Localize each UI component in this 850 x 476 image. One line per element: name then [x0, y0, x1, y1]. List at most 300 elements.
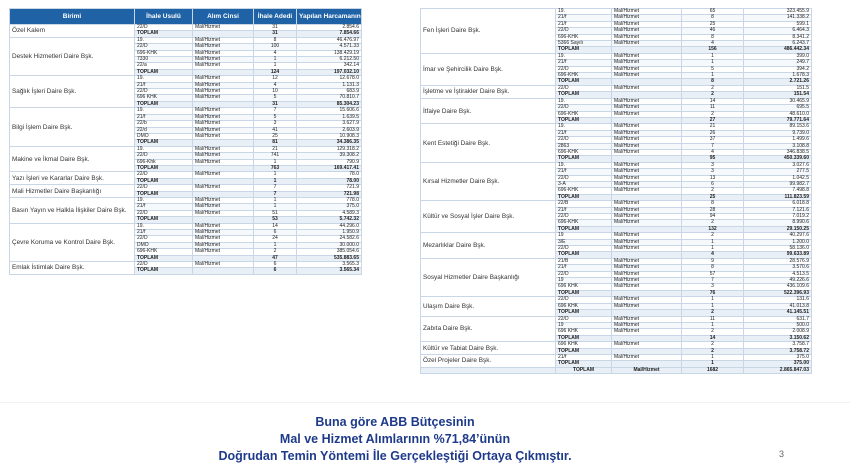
- table-cell: 19.: [135, 76, 193, 82]
- total-cell: 85.304.23: [297, 101, 362, 107]
- table-cell: 3.758.7: [744, 342, 812, 348]
- table-cell: 2: [682, 188, 744, 194]
- grand-total-cell: 1682: [682, 367, 744, 373]
- table-cell: 695.5: [744, 105, 812, 111]
- table-cell: 26: [682, 130, 744, 136]
- total-cell: TOPLAM: [135, 268, 193, 274]
- total-cell: 34.386.35: [297, 140, 362, 146]
- table-cell: Mal/Hizmet: [612, 66, 682, 72]
- table-cell: 100: [254, 44, 297, 50]
- table-cell: 19.: [556, 98, 612, 104]
- table-cell: 22/D: [135, 262, 193, 268]
- table-cell: Mal/Hizmet: [612, 175, 682, 181]
- table-cell: 1: [682, 297, 744, 303]
- unit-name-cell: Destek Hizmetleri Daire Bşk.: [10, 37, 135, 75]
- table-cell: 3.570.6: [744, 265, 812, 271]
- table-cell: 8: [682, 265, 744, 271]
- unit-name-cell: İmar ve Şehircilik Daire Bşk.: [421, 53, 556, 85]
- table-cell: 22/D: [556, 175, 612, 181]
- total-cell: TOPLAM: [135, 101, 193, 107]
- total-cell: 721.98: [297, 191, 362, 197]
- table-cell: 22/D: [556, 297, 612, 303]
- table-cell: 22/D: [556, 85, 612, 91]
- total-cell: TOPLAM: [556, 226, 612, 232]
- table-cell: 24: [254, 236, 297, 242]
- table-cell: 5: [682, 66, 744, 72]
- table-cell: 1: [254, 204, 297, 210]
- table-cell: Mal/Hizmet: [612, 329, 682, 335]
- table-cell: DMO: [135, 242, 193, 248]
- total-cell: 486.442.34: [744, 47, 812, 53]
- table-cell: 3.027.6: [744, 162, 812, 168]
- table-cell: 1: [254, 63, 297, 69]
- table-cell: 21/f: [135, 204, 193, 210]
- table-cell: 385.054.6: [297, 249, 362, 255]
- table-cell: Mal/Hizmet: [193, 44, 254, 50]
- unit-name-cell: Sağlık İşleri Daire Bşk.: [10, 76, 135, 108]
- table-cell: Mal/Hizmet: [612, 265, 682, 271]
- table-cell: 4.589.3: [297, 210, 362, 216]
- total-cell: TOPLAM: [556, 79, 612, 85]
- table-cell: Mal/Hizmet: [193, 57, 254, 63]
- table-cell: 2.008.9: [744, 329, 812, 335]
- table-cell: Mal/Hizmet: [193, 249, 254, 255]
- table-cell: Mal/Hizmet: [612, 297, 682, 303]
- table-cell: 4: [682, 149, 744, 155]
- table-cell: Mal/Hizmet: [193, 127, 254, 133]
- table-cell: 6.243.7: [744, 41, 812, 47]
- table-cell: Mal/Hizmet: [612, 34, 682, 40]
- total-cell: 450.339.60: [744, 156, 812, 162]
- table-cell: 8: [254, 37, 297, 43]
- table-cell: 5366 Sayılı: [556, 41, 612, 47]
- table-cell: 89.153.6: [744, 124, 812, 130]
- table-cell: 19.: [556, 162, 612, 168]
- total-cell: 763: [254, 165, 297, 171]
- table-cell: 48.610.0: [744, 111, 812, 117]
- table-cell: Mal/Hizmet: [612, 246, 682, 252]
- total-cell: TOPLAM: [135, 165, 193, 171]
- table-cell: 696-KHK: [556, 73, 612, 79]
- total-cell: 169.417.41: [297, 165, 362, 171]
- table-cell: 22/B: [556, 201, 612, 207]
- table-cell: Mal/Hizmet: [193, 172, 254, 178]
- table-cell: 790.9: [297, 159, 362, 165]
- table-cell: Mal/Hizmet: [612, 258, 682, 264]
- table-cell: 1: [682, 303, 744, 309]
- table-cell: 12: [254, 76, 297, 82]
- total-cell: TOPLAM: [135, 69, 193, 75]
- table-cell: 2: [682, 329, 744, 335]
- table-header-row: [10, 9, 362, 25]
- total-cell: 47: [254, 255, 297, 261]
- table-cell: 5: [254, 114, 297, 120]
- table-cell: Mal/Hizmet: [612, 15, 682, 21]
- table-cell: 22/d: [135, 127, 193, 133]
- table-cell: 8: [682, 201, 744, 207]
- table-cell: 28: [682, 207, 744, 213]
- table-cell: Mal/Hizmet: [612, 28, 682, 34]
- table-cell: 1: [682, 60, 744, 66]
- left-procurement-table: [9, 8, 374, 275]
- total-cell: 31: [254, 31, 297, 37]
- table-cell: 696-Khk: [135, 159, 193, 165]
- total-cell: TOPLAM: [556, 361, 612, 367]
- table-cell: 631.7: [744, 316, 812, 322]
- table-cell: Mal/Hizmet: [193, 95, 254, 101]
- unit-name-cell: Bilgi İşlem Daire Bşk.: [10, 108, 135, 146]
- table-cell: Mal/Hizmet: [612, 271, 682, 277]
- table-cell: 30.000.0: [297, 242, 362, 248]
- total-cell: 6: [254, 268, 297, 274]
- total-cell: TOPLAM: [556, 290, 612, 296]
- table-cell: 1.131.3: [297, 82, 362, 88]
- table-cell: 22/D: [135, 44, 193, 50]
- table-cell: 1: [254, 197, 297, 203]
- table-cell: 31: [254, 25, 297, 31]
- table-cell: 6.018.8: [744, 201, 812, 207]
- table-cell: 2: [682, 220, 744, 226]
- total-cell: TOPLAM: [135, 217, 193, 223]
- total-cell: 81: [254, 140, 297, 146]
- grand-total-spacer: [421, 367, 556, 373]
- total-cell: 14: [682, 335, 744, 341]
- table-cell: 375.0: [297, 204, 362, 210]
- header-ihale-adedi: İhale Adedi: [254, 9, 297, 25]
- table-cell: 99.982.7: [744, 181, 812, 187]
- table-cell: 436.109.6: [744, 284, 812, 290]
- total-cell: 151.54: [744, 92, 812, 98]
- total-cell: 535.883.65: [297, 255, 362, 261]
- total-cell: TOPLAM: [135, 255, 193, 261]
- table-cell: 741: [254, 153, 297, 159]
- table-cell: 22/D: [556, 28, 612, 34]
- table-cell: Mal/Hizmet: [612, 105, 682, 111]
- table-cell: 12.678.0: [297, 76, 362, 82]
- total-cell: 124: [254, 69, 297, 75]
- table-cell: 696 KHK: [556, 329, 612, 335]
- total-cell: 8: [682, 79, 744, 85]
- table-cell: 7: [254, 108, 297, 114]
- table-cell: Mal/Hizmet: [193, 25, 254, 31]
- unit-name-cell: Fen İşleri Daire Bşk.: [421, 9, 556, 54]
- total-cell: 7.854.66: [297, 31, 362, 37]
- total-cell: 7: [254, 191, 297, 197]
- table-cell: 1.499.6: [744, 137, 812, 143]
- table-cell: 3: [682, 169, 744, 175]
- table-cell: 14: [254, 223, 297, 229]
- table-cell: 1: [254, 57, 297, 63]
- table-cell: 1: [682, 239, 744, 245]
- table-cell: 599.1: [744, 21, 812, 27]
- table-cell: 19.: [556, 53, 612, 59]
- table-cell: 3.565.3: [297, 262, 362, 268]
- table-cell: 5: [254, 95, 297, 101]
- table-cell: 14: [682, 98, 744, 104]
- total-cell: 156: [682, 47, 744, 53]
- table-cell: 2: [682, 85, 744, 91]
- table-cell: 375.0: [744, 354, 812, 360]
- table-cell: 7.121.6: [744, 207, 812, 213]
- table-cell: 1: [254, 159, 297, 165]
- total-cell: TOPLAM: [556, 335, 612, 341]
- table-cell: Mal/Hizmet: [193, 223, 254, 229]
- total-cell: TOPLAM: [556, 252, 612, 258]
- unit-name-cell: İtfaiye Daire Bşk.: [421, 98, 556, 124]
- table-cell: Mal/Hizmet: [612, 73, 682, 79]
- table-cell: 11: [682, 316, 744, 322]
- table-cell: 8: [682, 15, 744, 21]
- total-cell: 2: [682, 92, 744, 98]
- table-cell: Mal/Hizmet: [612, 60, 682, 66]
- table-cell: 3/E: [556, 239, 612, 245]
- table-cell: Mal/Hizmet: [612, 124, 682, 130]
- table-cell: 696 KHK: [556, 303, 612, 309]
- table-cell: 1.678.3: [744, 73, 812, 79]
- table-cell: 2863: [556, 143, 612, 149]
- table-cell: 58.136.0: [744, 246, 812, 252]
- caption-line-2: Mal ve Hizmet Alımlarının %71,84’ünün: [279, 432, 511, 446]
- table-cell: Mal/Hizmet: [193, 133, 254, 139]
- total-cell: TOPLAM: [556, 156, 612, 162]
- table-cell: 30.465.9: [744, 98, 812, 104]
- table-cell: 6.464.3: [744, 28, 812, 34]
- total-cell: 99.633.89: [744, 252, 812, 258]
- right-table-panel: [420, 8, 811, 398]
- table-cell: Mal/Hizmet: [612, 233, 682, 239]
- table-cell: 696 KHK: [556, 342, 612, 348]
- table-cell: 3: [682, 284, 744, 290]
- table-cell: Mal/Hizmet: [612, 53, 682, 59]
- total-cell: 95: [682, 156, 744, 162]
- slide-caption: [200, 414, 590, 465]
- table-cell: Mal/Hizmet: [193, 210, 254, 216]
- table-cell: Mal/Hizmet: [193, 159, 254, 165]
- table-cell: DMO: [135, 133, 193, 139]
- table-cell: 3: [254, 121, 297, 127]
- total-cell: TOPLAM: [556, 92, 612, 98]
- table-cell: Mal/Hizmet: [612, 188, 682, 194]
- total-cell: 25: [682, 194, 744, 200]
- caption-line-1: Buna göre ABB Bütçesinin: [315, 415, 475, 429]
- table-cell: Mal/Hizmet: [612, 41, 682, 47]
- unit-name-cell: Zabıta Daire Bşk.: [421, 316, 556, 342]
- grand-total-cell: TOPLAM: [556, 367, 612, 373]
- table-cell: Mal/Hizmet: [193, 50, 254, 56]
- table-cell: Mal/Hizmet: [612, 214, 682, 220]
- table-cell: Mal/Hizmet: [612, 201, 682, 207]
- table-cell: 696-KHK: [135, 50, 193, 56]
- total-cell: 1: [254, 178, 297, 184]
- total-cell: 2: [682, 310, 744, 316]
- total-cell: 41.145.51: [744, 310, 812, 316]
- table-cell: 22/D: [135, 153, 193, 159]
- table-cell: 10.908.3: [297, 133, 362, 139]
- table-cell: 151.5: [744, 85, 812, 91]
- table-cell: Mal/Hizmet: [612, 316, 682, 322]
- table-cell: 22/D: [556, 214, 612, 220]
- unit-name-cell: Kent Estetiği Daire Bşk.: [421, 124, 556, 162]
- table-cell: Mal/Hizmet: [193, 114, 254, 120]
- table-cell: Mal/Hizmet: [193, 242, 254, 248]
- table-cell: 78.0: [297, 172, 362, 178]
- table-cell: 21/f: [556, 169, 612, 175]
- table-cell: 25: [682, 21, 744, 27]
- table-cell: 22/D: [556, 66, 612, 72]
- table-cell: 6: [682, 181, 744, 187]
- table-cell: Mal/Hizmet: [193, 108, 254, 114]
- table-cell: Mal/Hizmet: [612, 207, 682, 213]
- unit-name-cell: Özel Projeler Daire Bşk.: [421, 354, 556, 367]
- table-cell: 131.6: [744, 297, 812, 303]
- table-cell: 7: [682, 143, 744, 149]
- table-cell: 70.810.7: [297, 95, 362, 101]
- unit-name-cell: Basın Yayın ve Halkla İlişkiler Daire Bşk.: [10, 197, 135, 223]
- table-cell: Mal/Hizmet: [612, 303, 682, 309]
- table-cell: Mal/Hizmet: [193, 82, 254, 88]
- caption-line-3: Doğrudan Temin Yöntemi İle Gerçekleştiği Ortaya Çıkmıştır.: [218, 449, 572, 463]
- left-table-panel: [9, 8, 374, 398]
- unit-name-cell: Mali Hizmetler Daire Başkanlığı: [10, 185, 135, 198]
- total-cell: 197.032.10: [297, 69, 362, 75]
- table-cell: 2: [682, 342, 744, 348]
- right-procurement-table: [420, 8, 812, 374]
- table-cell: 2.854.6: [297, 25, 362, 31]
- table-cell: 6: [254, 230, 297, 236]
- table-cell: 44.296.0: [297, 223, 362, 229]
- table-cell: 22/D: [135, 185, 193, 191]
- table-cell: Mal/Hizmet: [612, 342, 682, 348]
- page-number: 3: [779, 449, 785, 459]
- total-cell: 4: [682, 252, 744, 258]
- table-cell: 21/f: [556, 354, 612, 360]
- unit-name-cell: İşletme ve İştirakler Daire Bşk.: [421, 85, 556, 98]
- table-cell: 7: [682, 278, 744, 284]
- table-cell: 22/D: [135, 25, 193, 31]
- unit-name-cell: Mezarlıklar Daire Bşk.: [421, 233, 556, 259]
- total-cell: 31: [254, 101, 297, 107]
- total-cell: 27: [682, 117, 744, 123]
- table-cell: 19.: [135, 223, 193, 229]
- table-cell: Mal/Hizmet: [612, 181, 682, 187]
- table-cell: 3.108.8: [744, 143, 812, 149]
- table-cell: 4: [254, 50, 297, 56]
- table-cell: 22/D: [135, 236, 193, 242]
- total-cell: TOPLAM: [556, 348, 612, 354]
- table-cell: Mal/Hizmet: [193, 153, 254, 159]
- table-cell: Mal/Hizmet: [193, 76, 254, 82]
- table-cell: 46.476.97: [297, 37, 362, 43]
- table-cell: 1.639.5: [297, 114, 362, 120]
- table-cell: 7: [254, 185, 297, 191]
- table-cell: 1.042.5: [744, 175, 812, 181]
- table-cell: Mal/Hizmet: [193, 262, 254, 268]
- table-cell: 2.603.9: [297, 127, 362, 133]
- table-cell: 46: [682, 28, 744, 34]
- total-cell: TOPLAM: [556, 310, 612, 316]
- table-cell: 3.627.9: [297, 121, 362, 127]
- table-cell: 94: [682, 214, 744, 220]
- header-birimi: Birimi: [10, 9, 135, 25]
- table-cell: 399.0: [744, 53, 812, 59]
- table-cell: 22/D: [556, 246, 612, 252]
- total-cell: 3.150.62: [744, 335, 812, 341]
- table-cell: 37: [682, 137, 744, 143]
- table-cell: 19.: [135, 146, 193, 152]
- table-cell: 21/f: [556, 207, 612, 213]
- table-cell: 9: [682, 258, 744, 264]
- table-cell: 1: [682, 354, 744, 360]
- unit-name-cell: Sosyal Hizmetler Daire Başkanlığı: [421, 258, 556, 296]
- table-cell: Mal/Hizmet: [612, 9, 682, 15]
- table-cell: 1: [682, 53, 744, 59]
- grand-total-row: [421, 367, 812, 373]
- table-cell: Mal/Hizmet: [193, 185, 254, 191]
- table-cell: Mal/Hizmet: [193, 230, 254, 236]
- table-cell: 22/b: [135, 121, 193, 127]
- table-cell: Mal/Hizmet: [612, 111, 682, 117]
- table-cell: 49.226.6: [744, 278, 812, 284]
- unit-name-cell: Yazı İşleri ve Kararlar Daire Bşk.: [10, 172, 135, 185]
- table-cell: 8.990.6: [744, 220, 812, 226]
- table-cell: 10: [254, 89, 297, 95]
- table-cell: 277.5: [744, 169, 812, 175]
- table-cell: 19: [556, 278, 612, 284]
- table-cell: 696-KHK: [556, 220, 612, 226]
- table-cell: 2: [682, 233, 744, 239]
- table-cell: 778.0: [297, 197, 362, 203]
- table-cell: 7.498.8: [744, 188, 812, 194]
- table-cell: 342.14: [297, 63, 362, 69]
- table-cell: 138.429.19: [297, 50, 362, 56]
- unit-name-cell: Kültür ve Sosyal İşler Daire Bşk.: [421, 201, 556, 233]
- table-cell: Mal/Hizmet: [612, 149, 682, 155]
- table-cell: 721.9: [297, 185, 362, 191]
- grand-total-cell: 2.865.847.03: [744, 367, 812, 373]
- total-cell: TOPLAM: [135, 178, 193, 184]
- total-cell: 1: [682, 361, 744, 367]
- table-cell: 13: [682, 175, 744, 181]
- table-cell: 500.0: [744, 322, 812, 328]
- table-cell: Mal/Hizmet: [612, 354, 682, 360]
- table-cell: 21/f: [556, 265, 612, 271]
- table-cell: 2: [254, 249, 297, 255]
- table-cell: 323.455.9: [744, 9, 812, 15]
- table-cell: Mal/Hizmet: [193, 37, 254, 43]
- table-cell: 3: [682, 162, 744, 168]
- table-cell: Mal/Hizmet: [612, 322, 682, 328]
- table-cell: 21: [682, 124, 744, 130]
- table-cell: 40.297.6: [744, 233, 812, 239]
- table-cell: 21/f: [556, 15, 612, 21]
- header-ihale-usulu: İhale Usulü: [135, 9, 193, 25]
- table-cell: 4: [682, 41, 744, 47]
- header-alim-cinsi: Alım Cinsi: [193, 9, 254, 25]
- total-cell: TOPLAM: [556, 47, 612, 53]
- table-cell: 7330: [135, 57, 193, 63]
- table-cell: 696-KHK: [556, 34, 612, 40]
- table-cell: 22/D: [135, 172, 193, 178]
- table-cell: 19.: [135, 197, 193, 203]
- table-cell: 19: [556, 322, 612, 328]
- table-cell: 6: [254, 262, 297, 268]
- table-cell: Mal/Hizmet: [612, 130, 682, 136]
- total-cell: TOPLAM: [556, 117, 612, 123]
- table-cell: 21/f: [556, 130, 612, 136]
- table-cell: 1: [682, 246, 744, 252]
- table-cell: Mal/Hizmet: [193, 63, 254, 69]
- table-cell: Mal/Hizmet: [193, 89, 254, 95]
